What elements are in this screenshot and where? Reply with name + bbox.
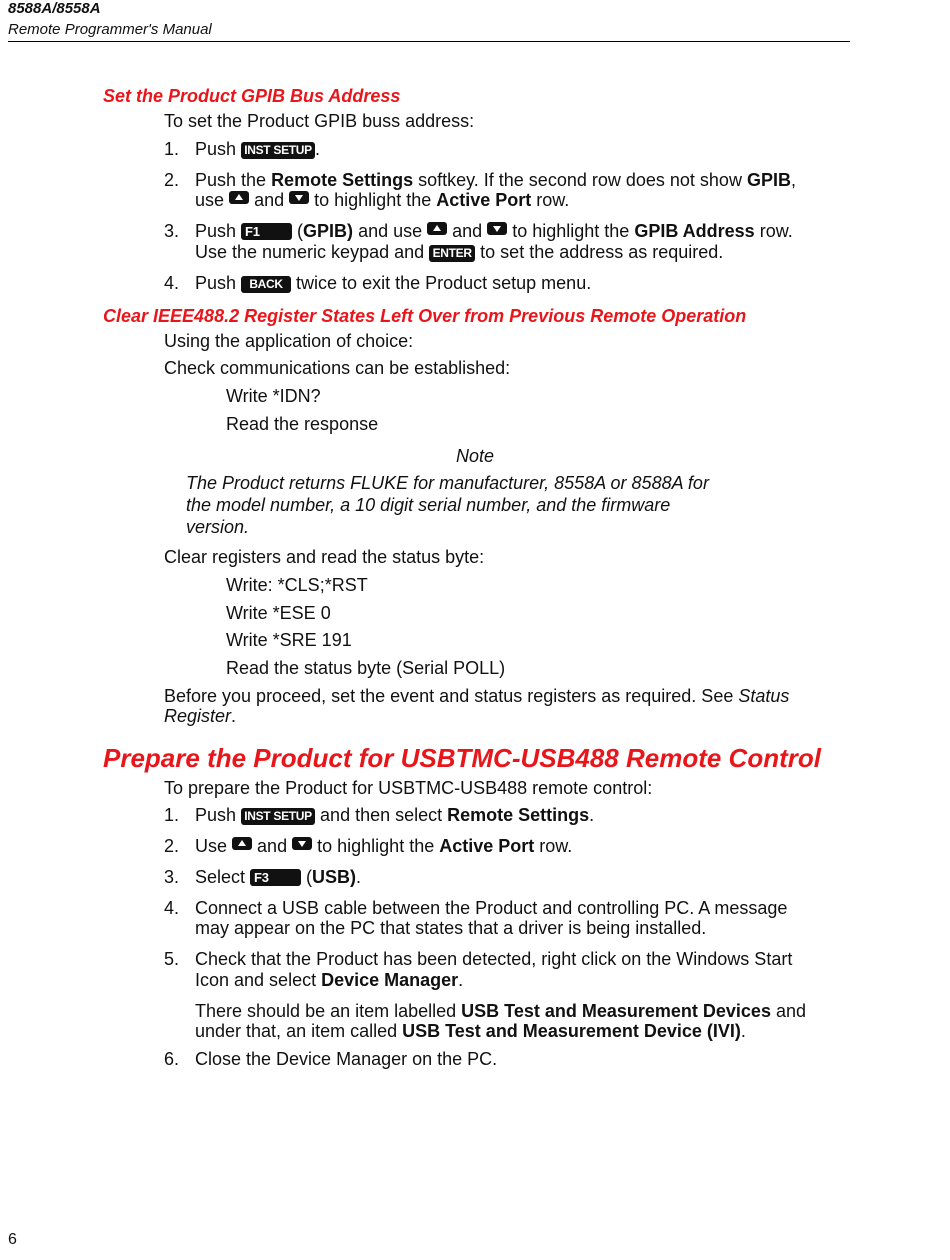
up-arrow-key-icon: [229, 191, 249, 204]
gpib-step-1: Push INST SETUP .: [195, 139, 321, 159]
step-number: 1.: [164, 805, 180, 825]
usb-step-6: Close the Device Manager on the PC.: [195, 1049, 498, 1069]
step-number: 4.: [164, 273, 180, 293]
gpib-intro: To set the Product GPIB buss address:: [164, 111, 475, 131]
step-number: 1.: [164, 139, 180, 159]
step-number: 2.: [164, 836, 180, 856]
command-serial-poll: Read the status byte (Serial POLL): [226, 658, 506, 678]
back-key-icon: BACK: [241, 276, 291, 293]
down-arrow-key-icon: [487, 222, 507, 235]
step-number: 6.: [164, 1049, 180, 1069]
up-arrow-key-icon: [232, 837, 252, 850]
gpib-step-2-line2: use and to highlight the Active Port row.: [195, 190, 570, 210]
clear-p2: Check communications can be established:: [164, 358, 511, 378]
f1-softkey-icon: F1: [241, 223, 292, 240]
note-line-3: version.: [186, 517, 250, 537]
note-line-2: the model number, a 10 digit serial number, and the firmware: [186, 495, 671, 515]
note-title: Note: [455, 446, 495, 466]
command-write-idn: Write *IDN?: [226, 386, 321, 406]
clear-p4-line1: Before you proceed, set the event and status registers as required. See Status: [164, 686, 790, 706]
usb-step-5-line1: Check that the Product has been detected, right click on the Windows Start: [195, 949, 793, 969]
usb-step-1: Push INST SETUP and then select Remote Settings.: [195, 805, 595, 825]
page-number: 6: [8, 1231, 17, 1248]
status-register-link-cont[interactable]: Register: [164, 706, 232, 726]
step-number: 4.: [164, 898, 180, 918]
enter-key-icon: ENTER: [429, 245, 475, 262]
header-rule: [8, 41, 850, 42]
usb-step-5-para-line2: under that, an item called USB Test and Measurement Device (IVI).: [195, 1021, 746, 1041]
section-title-clear-registers: Clear IEEE488.2 Register States Left Over from Previous Remote Operation: [103, 306, 747, 326]
command-sre: Write *SRE 191: [226, 630, 352, 650]
header-manual-title: Remote Programmer's Manual: [8, 21, 212, 38]
command-ese: Write *ESE 0: [226, 603, 331, 623]
clear-p4-line2: Register.: [164, 706, 237, 726]
inst-setup-key-icon: INST SETUP: [241, 142, 315, 159]
gpib-step-3-line2: Use the numeric keypad and ENTER to set the address as required.: [195, 242, 724, 262]
clear-p1: Using the application of choice:: [164, 331, 414, 351]
step-number: 5.: [164, 949, 180, 969]
header-model: 8588A/8558A: [8, 0, 101, 17]
gpib-step-2-line1: Push the Remote Settings softkey. If the second row does not show GPIB,: [195, 170, 796, 190]
usb-step-5-para-line1: There should be an item labelled USB Test and Measurement Devices and: [195, 1001, 806, 1021]
usb-step-4-line1: Connect a USB cable between the Product and controlling PC. A message: [195, 898, 788, 918]
usb-step-3: Select F3 (USB).: [195, 867, 362, 887]
section-title-gpib: Set the Product GPIB Bus Address: [103, 86, 401, 106]
usb-step-5-line2: Icon and select Device Manager.: [195, 970, 464, 990]
usb-step-4-line2: may appear on the PC that states that a driver is being installed.: [195, 918, 707, 938]
section-title-usbtmc: Prepare the Product for USBTMC-USB488 Remote Control: [103, 743, 821, 773]
status-register-link[interactable]: Status: [738, 686, 790, 706]
inst-setup-key-icon: INST SETUP: [241, 808, 315, 825]
f3-softkey-icon: F3: [250, 869, 301, 886]
up-arrow-key-icon: [427, 222, 447, 235]
command-cls-rst: Write: *CLS;*RST: [226, 575, 368, 595]
gpib-step-3-line1: Push F1 (GPIB) and use and to highlight the GPIB Address row.: [195, 221, 793, 241]
step-number: 3.: [164, 221, 180, 241]
note-line-1: The Product returns FLUKE for manufacturer, 8558A or 8588A for: [186, 473, 709, 493]
usb-step-2: Use and to highlight the Active Port row.: [195, 836, 573, 856]
down-arrow-key-icon: [289, 191, 309, 204]
clear-p3: Clear registers and read the status byte:: [164, 547, 485, 567]
command-read-response: Read the response: [226, 414, 379, 434]
down-arrow-key-icon: [292, 837, 312, 850]
step-number: 3.: [164, 867, 180, 887]
step-number: 2.: [164, 170, 180, 190]
usb-intro: To prepare the Product for USBTMC-USB488 remote control:: [164, 778, 653, 798]
gpib-step-4: Push BACK twice to exit the Product setup menu.: [195, 273, 592, 293]
